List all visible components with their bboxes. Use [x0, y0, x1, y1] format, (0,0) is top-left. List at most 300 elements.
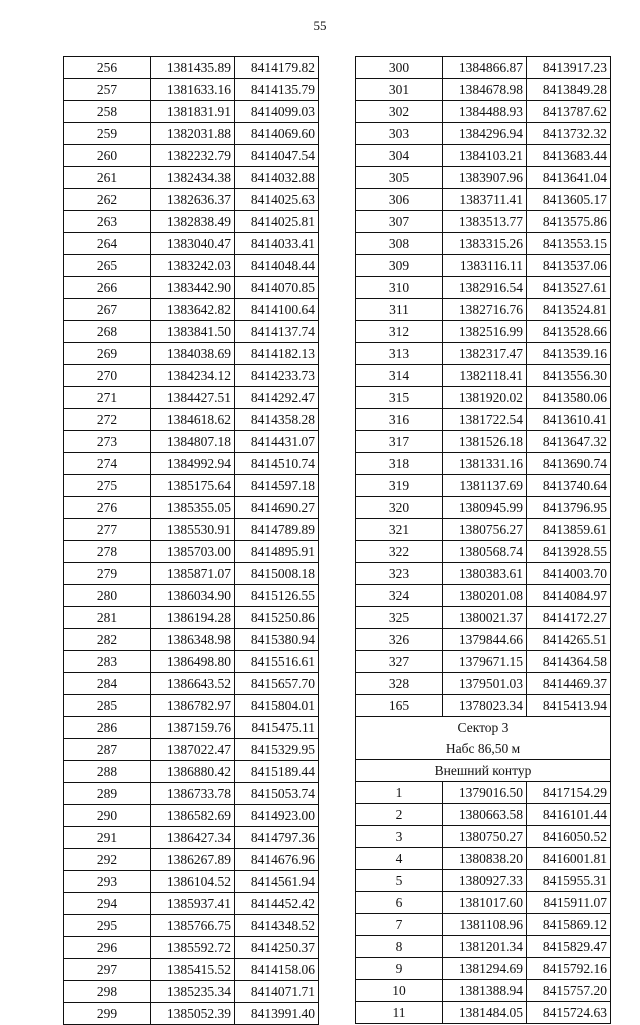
table-row	[64, 673, 319, 695]
coordinate-x: 1386782.97	[151, 695, 235, 717]
coordinate-y: 8416050.52	[527, 826, 611, 848]
point-number: 316	[356, 409, 443, 431]
table-row	[356, 826, 611, 848]
point-number: 318	[356, 453, 443, 475]
point-number: 308	[356, 233, 443, 255]
coordinate-x: 1382317.47	[443, 343, 527, 365]
coordinate-y: 8414797.36	[235, 827, 319, 849]
point-number: 2	[356, 804, 443, 826]
table-row	[64, 409, 319, 431]
coordinate-x: 1384103.21	[443, 145, 527, 167]
coordinate-y: 8414431.07	[235, 431, 319, 453]
coordinate-y: 8414025.81	[235, 211, 319, 233]
point-number: 301	[356, 79, 443, 101]
point-number: 319	[356, 475, 443, 497]
coordinate-x: 1383841.50	[151, 321, 235, 343]
table-row	[64, 959, 319, 981]
coordinate-x: 1381920.02	[443, 387, 527, 409]
coordinate-y: 8414084.97	[527, 585, 611, 607]
coordinate-y: 8415126.55	[235, 585, 319, 607]
coordinate-x: 1385530.91	[151, 519, 235, 541]
point-number: 300	[356, 57, 443, 79]
coordinate-y: 8413787.62	[527, 101, 611, 123]
point-number: 327	[356, 651, 443, 673]
table-row	[356, 101, 611, 123]
point-number: 295	[64, 915, 151, 937]
coordinate-x: 1387159.76	[151, 717, 235, 739]
coordinate-x: 1382434.38	[151, 167, 235, 189]
table-row	[356, 651, 611, 673]
table-row	[64, 497, 319, 519]
coordinate-y: 8413524.81	[527, 299, 611, 321]
table-row	[64, 387, 319, 409]
point-number: 7	[356, 914, 443, 936]
coordinate-y: 8413610.41	[527, 409, 611, 431]
table-row	[64, 189, 319, 211]
table-row	[356, 673, 611, 695]
point-number: 328	[356, 673, 443, 695]
point-number: 267	[64, 299, 151, 321]
coordinate-y: 8414172.27	[527, 607, 611, 629]
coordinate-y: 8414158.06	[235, 959, 319, 981]
coordinate-y: 8413605.17	[527, 189, 611, 211]
coordinate-y: 8413553.15	[527, 233, 611, 255]
coordinate-y: 8413537.06	[527, 255, 611, 277]
coordinates-table-right	[355, 56, 611, 1024]
coordinate-x: 1386427.34	[151, 827, 235, 849]
coordinate-x: 1384296.94	[443, 123, 527, 145]
table-row	[64, 101, 319, 123]
coordinate-y: 8415657.70	[235, 673, 319, 695]
coordinate-y: 8413796.95	[527, 497, 611, 519]
coordinate-y: 8414292.47	[235, 387, 319, 409]
point-number: 282	[64, 629, 151, 651]
table-row	[64, 915, 319, 937]
point-number: 259	[64, 123, 151, 145]
coordinate-y: 8413859.61	[527, 519, 611, 541]
coordinate-y: 8414032.88	[235, 167, 319, 189]
table-row	[64, 893, 319, 915]
point-number: 311	[356, 299, 443, 321]
point-number: 283	[64, 651, 151, 673]
table-row	[64, 299, 319, 321]
point-number: 323	[356, 563, 443, 585]
coordinate-x: 1380838.20	[443, 848, 527, 870]
coordinate-x: 1384488.93	[443, 101, 527, 123]
table-row	[356, 936, 611, 958]
coordinate-y: 8414265.51	[527, 629, 611, 651]
coordinate-x: 1384427.51	[151, 387, 235, 409]
point-number: 280	[64, 585, 151, 607]
table-row	[356, 607, 611, 629]
coordinate-x: 1382118.41	[443, 365, 527, 387]
coordinate-x: 1386582.69	[151, 805, 235, 827]
point-number: 289	[64, 783, 151, 805]
coordinate-y: 8414364.58	[527, 651, 611, 673]
table-row	[64, 167, 319, 189]
coordinate-y: 8416101.44	[527, 804, 611, 826]
table-row	[356, 233, 611, 255]
coordinate-y: 8414676.96	[235, 849, 319, 871]
coordinate-y: 8414561.94	[235, 871, 319, 893]
table-row	[356, 585, 611, 607]
coordinate-y: 8414895.91	[235, 541, 319, 563]
coordinate-y: 8414137.74	[235, 321, 319, 343]
coordinate-y: 8414025.63	[235, 189, 319, 211]
point-number: 264	[64, 233, 151, 255]
coordinate-x: 1384038.69	[151, 343, 235, 365]
point-number: 273	[64, 431, 151, 453]
coordinate-x: 1385937.41	[151, 893, 235, 915]
coordinate-x: 1381722.54	[443, 409, 527, 431]
coordinate-x: 1385871.07	[151, 563, 235, 585]
table-row	[64, 849, 319, 871]
coordinate-y: 8414047.54	[235, 145, 319, 167]
coordinate-x: 1381137.69	[443, 475, 527, 497]
table-row	[64, 805, 319, 827]
coordinate-x: 1387022.47	[151, 739, 235, 761]
coordinate-y: 8413928.55	[527, 541, 611, 563]
coordinate-y: 8413690.74	[527, 453, 611, 475]
coordinate-x: 1382716.76	[443, 299, 527, 321]
coordinate-x: 1381331.16	[443, 453, 527, 475]
coordinate-x: 1385235.34	[151, 981, 235, 1003]
coordinate-y: 8415911.07	[527, 892, 611, 914]
table-row	[64, 233, 319, 255]
point-number: 312	[356, 321, 443, 343]
coordinate-x: 1384992.94	[151, 453, 235, 475]
table-row	[64, 255, 319, 277]
point-number: 263	[64, 211, 151, 233]
coordinate-y: 8414690.27	[235, 497, 319, 519]
coordinate-x: 1381831.91	[151, 101, 235, 123]
sector-title-row	[356, 717, 611, 739]
point-number: 275	[64, 475, 151, 497]
point-number: 304	[356, 145, 443, 167]
table-row	[356, 79, 611, 101]
coordinate-x: 1379016.50	[443, 782, 527, 804]
table-row	[356, 431, 611, 453]
coordinate-y: 8415804.01	[235, 695, 319, 717]
table-row	[64, 739, 319, 761]
point-number: 309	[356, 255, 443, 277]
table-row	[64, 717, 319, 739]
table-row	[356, 299, 611, 321]
coordinate-x: 1379671.15	[443, 651, 527, 673]
point-number: 314	[356, 365, 443, 387]
coordinate-x: 1384807.18	[151, 431, 235, 453]
coordinate-x: 1386498.80	[151, 651, 235, 673]
point-number: 265	[64, 255, 151, 277]
table-row	[356, 563, 611, 585]
table-row	[356, 980, 611, 1002]
coordinate-y: 8417154.29	[527, 782, 611, 804]
coordinate-y: 8414923.00	[235, 805, 319, 827]
coordinate-x: 1383242.03	[151, 255, 235, 277]
point-number: 281	[64, 607, 151, 629]
coordinate-x: 1381017.60	[443, 892, 527, 914]
coordinate-x: 1381435.89	[151, 57, 235, 79]
coordinate-y: 8413539.16	[527, 343, 611, 365]
coordinate-x: 1385415.52	[151, 959, 235, 981]
coordinate-y: 8413528.66	[527, 321, 611, 343]
table-row	[356, 189, 611, 211]
table-row	[356, 848, 611, 870]
page-number: 55	[313, 18, 327, 33]
coordinate-y: 8415329.95	[235, 739, 319, 761]
coordinate-y: 8415516.61	[235, 651, 319, 673]
coordinate-y: 8414048.44	[235, 255, 319, 277]
coordinate-x: 1380756.27	[443, 519, 527, 541]
table-row	[356, 277, 611, 299]
point-number: 290	[64, 805, 151, 827]
coordinate-y: 8414003.70	[527, 563, 611, 585]
coordinate-x: 1381201.34	[443, 936, 527, 958]
point-number: 317	[356, 431, 443, 453]
point-number: 6	[356, 892, 443, 914]
coordinate-x: 1381388.94	[443, 980, 527, 1002]
table-row	[356, 321, 611, 343]
table-row	[64, 937, 319, 959]
coordinate-y: 8413740.64	[527, 475, 611, 497]
coordinate-x: 1378023.34	[443, 695, 527, 717]
coordinate-y: 8414100.64	[235, 299, 319, 321]
point-number: 270	[64, 365, 151, 387]
coordinate-y: 8415955.31	[527, 870, 611, 892]
coordinate-x: 1382916.54	[443, 277, 527, 299]
table-row	[64, 277, 319, 299]
table-row	[356, 57, 611, 79]
coordinate-x: 1384618.62	[151, 409, 235, 431]
coordinate-y: 8415250.86	[235, 607, 319, 629]
table-row	[64, 541, 319, 563]
table-row	[356, 782, 611, 804]
point-number: 285	[64, 695, 151, 717]
point-number: 276	[64, 497, 151, 519]
coordinate-x: 1380021.37	[443, 607, 527, 629]
coordinate-y: 8415724.63	[527, 1002, 611, 1024]
table-row	[356, 958, 611, 980]
point-number: 313	[356, 343, 443, 365]
coordinate-x: 1383711.41	[443, 189, 527, 211]
table-row	[356, 123, 611, 145]
point-number: 11	[356, 1002, 443, 1024]
coordinate-y: 8414469.37	[527, 673, 611, 695]
coordinate-y: 8413575.86	[527, 211, 611, 233]
coordinate-y: 8415869.12	[527, 914, 611, 936]
point-number: 266	[64, 277, 151, 299]
table-row	[356, 497, 611, 519]
point-number: 8	[356, 936, 443, 958]
table-row	[64, 519, 319, 541]
coordinate-x: 1381294.69	[443, 958, 527, 980]
point-number: 268	[64, 321, 151, 343]
table-row	[64, 629, 319, 651]
coordinate-x: 1386643.52	[151, 673, 235, 695]
coordinate-y: 8414069.60	[235, 123, 319, 145]
coordinate-x: 1386733.78	[151, 783, 235, 805]
coordinate-y: 8413917.23	[527, 57, 611, 79]
coordinate-x: 1383442.90	[151, 277, 235, 299]
point-number: 4	[356, 848, 443, 870]
coordinate-y: 8413641.04	[527, 167, 611, 189]
coordinate-x: 1380945.99	[443, 497, 527, 519]
point-number: 271	[64, 387, 151, 409]
point-number: 287	[64, 739, 151, 761]
coordinate-x: 1380201.08	[443, 585, 527, 607]
coordinate-y: 8415475.11	[235, 717, 319, 739]
table-row	[356, 145, 611, 167]
table-row	[356, 409, 611, 431]
table-row	[64, 607, 319, 629]
coordinate-y: 8413556.30	[527, 365, 611, 387]
table-row	[64, 321, 319, 343]
table-row	[64, 211, 319, 233]
point-number: 325	[356, 607, 443, 629]
point-number: 322	[356, 541, 443, 563]
point-number: 326	[356, 629, 443, 651]
point-number: 277	[64, 519, 151, 541]
coordinate-y: 8415053.74	[235, 783, 319, 805]
table-row	[356, 695, 611, 717]
coordinate-x: 1386880.42	[151, 761, 235, 783]
table-row	[356, 387, 611, 409]
coordinate-x: 1382232.79	[151, 145, 235, 167]
point-number: 260	[64, 145, 151, 167]
table-row	[64, 651, 319, 673]
coordinate-y: 8414452.42	[235, 893, 319, 915]
coordinate-y: 8415829.47	[527, 936, 611, 958]
table-row	[64, 981, 319, 1003]
point-number: 297	[64, 959, 151, 981]
table-row	[64, 145, 319, 167]
coordinate-y: 8414033.41	[235, 233, 319, 255]
point-number: 257	[64, 79, 151, 101]
table-row	[356, 892, 611, 914]
coordinate-y: 8414233.73	[235, 365, 319, 387]
table-row	[356, 475, 611, 497]
point-number: 3	[356, 826, 443, 848]
point-number: 1	[356, 782, 443, 804]
coordinate-y: 8414179.82	[235, 57, 319, 79]
point-number: 279	[64, 563, 151, 585]
coordinate-y: 8416001.81	[527, 848, 611, 870]
coordinate-x: 1385355.05	[151, 497, 235, 519]
point-number: 303	[356, 123, 443, 145]
point-number: 262	[64, 189, 151, 211]
coordinate-y: 8415380.94	[235, 629, 319, 651]
coordinate-y: 8415792.16	[527, 958, 611, 980]
table-row	[64, 343, 319, 365]
table-row	[64, 695, 319, 717]
point-number: 269	[64, 343, 151, 365]
coordinate-x: 1380568.74	[443, 541, 527, 563]
coordinate-x: 1381108.96	[443, 914, 527, 936]
point-number: 284	[64, 673, 151, 695]
table-row	[64, 871, 319, 893]
contour-title: Внешний контур	[356, 760, 611, 782]
point-number: 307	[356, 211, 443, 233]
coordinate-y: 8414135.79	[235, 79, 319, 101]
point-number: 272	[64, 409, 151, 431]
table-row	[356, 453, 611, 475]
table-row	[64, 1003, 319, 1025]
point-number: 291	[64, 827, 151, 849]
coordinate-x: 1385052.39	[151, 1003, 235, 1025]
coordinate-x: 1384234.12	[151, 365, 235, 387]
point-number: 286	[64, 717, 151, 739]
coordinate-x: 1381526.18	[443, 431, 527, 453]
coordinate-x: 1383040.47	[151, 233, 235, 255]
coordinate-x: 1386348.98	[151, 629, 235, 651]
coordinate-y: 8415189.44	[235, 761, 319, 783]
coordinate-y: 8413991.40	[235, 1003, 319, 1025]
coordinate-y: 8414250.37	[235, 937, 319, 959]
coordinate-x: 1386194.28	[151, 607, 235, 629]
table-row	[356, 629, 611, 651]
point-number: 321	[356, 519, 443, 541]
point-number: 258	[64, 101, 151, 123]
table-row	[356, 211, 611, 233]
coordinate-x: 1380927.33	[443, 870, 527, 892]
table-row	[64, 563, 319, 585]
table-row	[64, 475, 319, 497]
coordinate-x: 1380383.61	[443, 563, 527, 585]
coordinate-y: 8414358.28	[235, 409, 319, 431]
point-number: 320	[356, 497, 443, 519]
coordinate-y: 8414597.18	[235, 475, 319, 497]
coordinate-y: 8415008.18	[235, 563, 319, 585]
point-number: 298	[64, 981, 151, 1003]
point-number: 288	[64, 761, 151, 783]
point-number: 324	[356, 585, 443, 607]
coordinate-x: 1381484.05	[443, 1002, 527, 1024]
table-row	[64, 783, 319, 805]
table-row	[356, 804, 611, 826]
table-row	[64, 79, 319, 101]
coordinate-x: 1385175.64	[151, 475, 235, 497]
point-number: 9	[356, 958, 443, 980]
table-row	[356, 1002, 611, 1024]
coordinate-x: 1386267.89	[151, 849, 235, 871]
coordinate-y: 8413683.44	[527, 145, 611, 167]
table-row	[64, 431, 319, 453]
point-number: 274	[64, 453, 151, 475]
coordinate-y: 8413732.32	[527, 123, 611, 145]
coordinate-x: 1383907.96	[443, 167, 527, 189]
coordinate-x: 1384866.87	[443, 57, 527, 79]
table-row	[356, 343, 611, 365]
contour-title-row	[356, 760, 611, 782]
coordinate-y: 8414348.52	[235, 915, 319, 937]
coordinate-y: 8413647.32	[527, 431, 611, 453]
coordinate-x: 1385766.75	[151, 915, 235, 937]
point-number: 302	[356, 101, 443, 123]
coordinates-table-left	[63, 56, 319, 1025]
coordinate-x: 1379501.03	[443, 673, 527, 695]
coordinate-x: 1380663.58	[443, 804, 527, 826]
coordinate-x: 1384678.98	[443, 79, 527, 101]
coordinate-x: 1383513.77	[443, 211, 527, 233]
coordinate-x: 1379844.66	[443, 629, 527, 651]
table-row	[64, 123, 319, 145]
point-number: 296	[64, 937, 151, 959]
coordinate-x: 1385592.72	[151, 937, 235, 959]
point-number: 256	[64, 57, 151, 79]
coordinate-y: 8413849.28	[527, 79, 611, 101]
sector-height-row	[356, 738, 611, 760]
coordinate-x: 1381633.16	[151, 79, 235, 101]
